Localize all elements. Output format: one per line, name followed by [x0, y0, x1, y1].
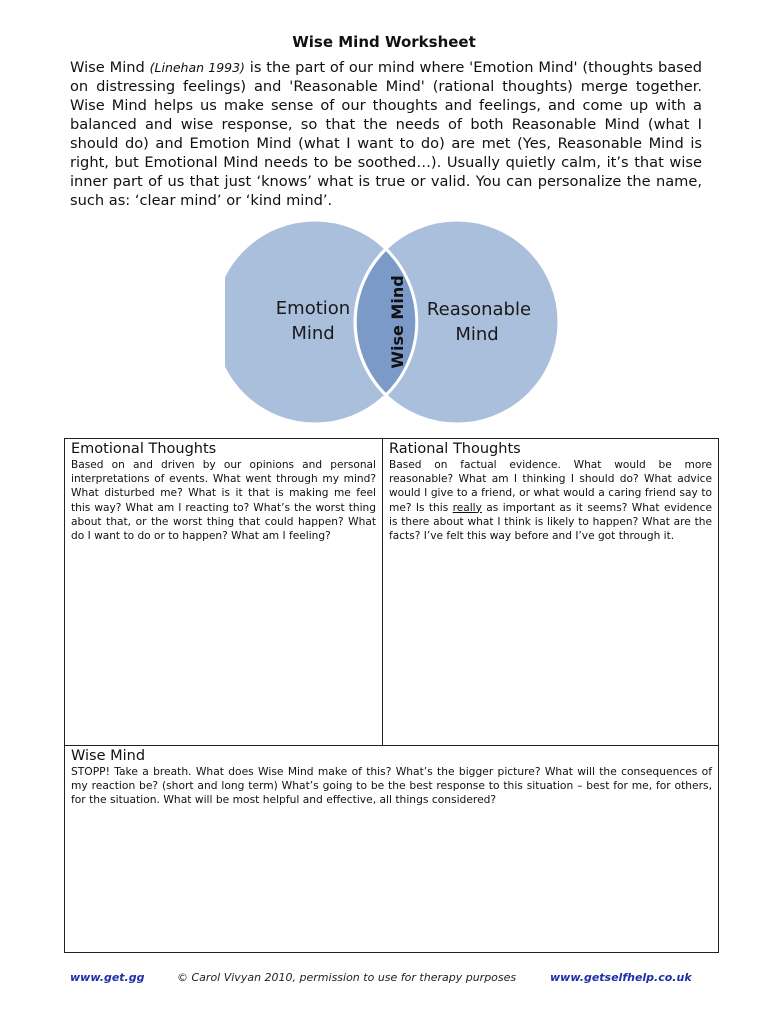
- footer-link-getgg[interactable]: www.get.gg: [70, 971, 145, 984]
- footer: [0, 971, 768, 987]
- worksheet-table: [64, 438, 719, 953]
- emotional-thoughts-cell[interactable]: [65, 439, 383, 746]
- wise-mind-prompt: STOPP! Take a breath. What does Wise Mind make of this? What’s the bigger picture? What will the consequences of my reaction be? (short and long term) What’s going to be the best response to this situation – best for me, for others, for the situation. What will be most helpful and effective, all things considered?: [71, 765, 712, 807]
- rational-thoughts-heading: Rational Thoughts: [389, 441, 521, 457]
- footer-copyright: © Carol Vivyan 2010, permission to use for therapy purposes: [177, 971, 517, 984]
- wise-mind-cell[interactable]: [65, 746, 718, 952]
- worksheet-title: Wise Mind Worksheet: [292, 33, 476, 51]
- emotional-thoughts-prompt: Based on and driven by our opinions and personal interpretations of events. What went through my mind? What disturbed me? What is it that is making me feel this way? What am I reacting to? What’s the worst thing about that, or the worst thing that could happen? What do I want to do or to happen? What am I feeling?: [71, 459, 376, 543]
- emotion-mind-label-1: Emotion: [275, 298, 351, 319]
- wise-mind-label: Wise Mind: [388, 275, 407, 369]
- rational-text-1: Based on factual evidence. What would be more reasonable? What am I thinking I should do? What advice would I give to a friend, or what would a caring friend say to me? Is this: [389, 459, 712, 514]
- intro-body: is the part of our mind where 'Emotion Mind' (thoughts based on distressing feelings) and 'Reasonable Mind' (rational thoughts) merge together. Wise Mind helps us make sense of our thoughts and feelings, and come up with a balanced and wise response, so that the needs of both Reasonable Mind (what I should do) and Emotion Mind (what I want to do) are met (Yes, Reasonable Mind is right, but Emotional Mind needs to be soothed…). Usually quietly calm, it’s that wise inner part of us that just ‘knows’ what is true or valid. You can personalize the name, such as: ‘clear mind’ or ‘kind mind’.: [70, 59, 702, 209]
- emotion-mind-label-2: Mind: [291, 323, 335, 344]
- rational-text-2: as important as it seems? What evidence is there about what I think is likely to happen? What are the facts? I’ve felt this way before and I’ve got through it.: [389, 501, 712, 543]
- reasonable-mind-label-2: Mind: [455, 324, 499, 345]
- reasonable-mind-label-1: Reasonable: [426, 299, 532, 320]
- wise-mind-heading: Wise Mind: [71, 748, 146, 764]
- rational-thoughts-cell[interactable]: [383, 439, 718, 746]
- footer-link-getselfhelp[interactable]: www.getselfhelp.co.uk: [550, 971, 692, 984]
- intro-lead: Wise Mind: [70, 59, 150, 76]
- rational-emphasis: really: [452, 501, 482, 514]
- emotional-thoughts-heading: Emotional Thoughts: [71, 441, 217, 457]
- venn-diagram: [225, 218, 565, 426]
- intro-paragraph: [70, 58, 702, 210]
- intro-citation: (Linehan 1993): [149, 60, 245, 75]
- rational-thoughts-prompt: [389, 458, 712, 543]
